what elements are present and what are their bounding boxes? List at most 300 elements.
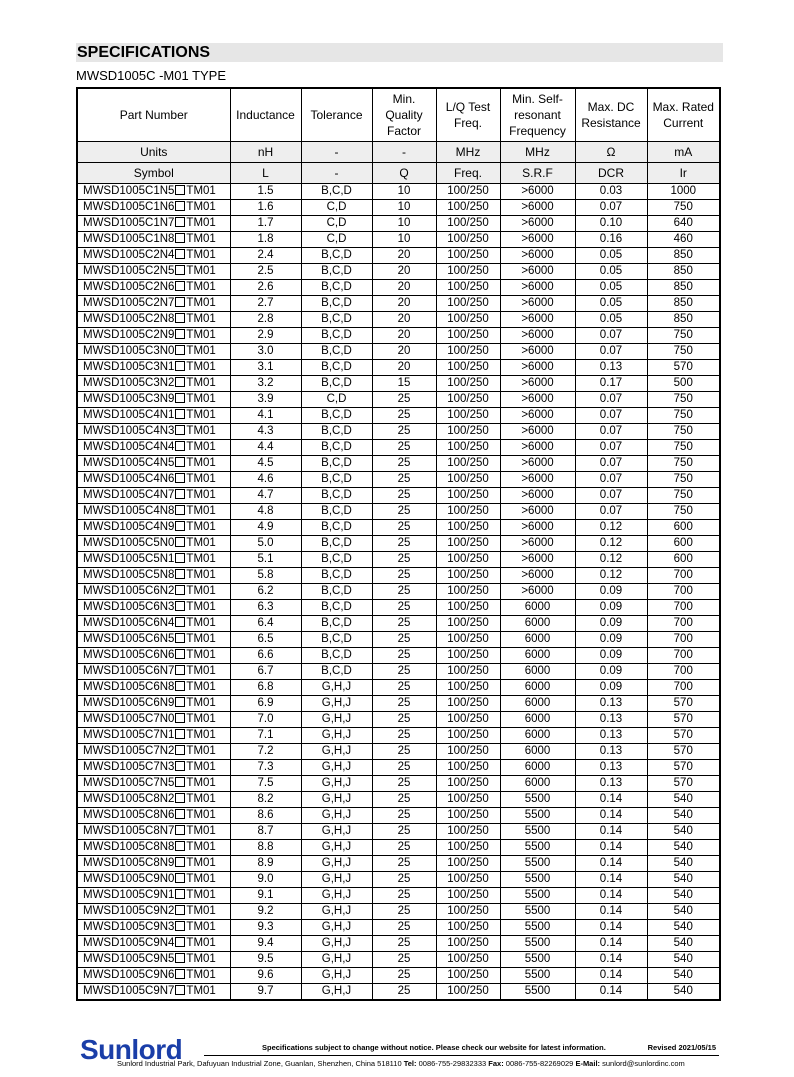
part-number-cell — [77, 824, 230, 840]
section-title: SPECIFICATIONS — [77, 44, 211, 61]
q-cell: 25 — [372, 488, 436, 504]
part-number-cell — [77, 552, 230, 568]
tolerance-cell: B,C,D — [301, 488, 372, 504]
table-row — [77, 232, 720, 248]
current-cell: 540 — [647, 888, 720, 904]
part-prefix: MWSD1005C — [83, 425, 154, 437]
q-cell: 20 — [372, 360, 436, 376]
column-header-row — [77, 88, 720, 142]
test-freq-cell: 100/250 — [436, 936, 500, 952]
srf-cell: >6000 — [500, 312, 575, 328]
inductance-cell: 4.5 — [230, 456, 301, 472]
srf-cell: >6000 — [500, 536, 575, 552]
part-number-cell — [77, 840, 230, 856]
table-row — [77, 968, 720, 984]
current-cell: 850 — [647, 248, 720, 264]
part-suffix: TM01 — [186, 377, 216, 389]
part-code: 6N6 — [153, 649, 175, 661]
table-row — [77, 744, 720, 760]
test-freq-cell: 100/250 — [436, 488, 500, 504]
part-code: 8N2 — [153, 793, 175, 805]
packaging-box-icon — [175, 585, 185, 595]
tolerance-cell: G,H,J — [301, 728, 372, 744]
q-cell: 25 — [372, 680, 436, 696]
dcr-cell: 0.16 — [575, 232, 647, 248]
part-code: 2N5 — [153, 265, 175, 277]
test-freq-cell: 100/250 — [436, 456, 500, 472]
table-row — [77, 280, 720, 296]
packaging-box-icon — [175, 377, 185, 387]
dcr-cell: 0.13 — [575, 760, 647, 776]
part-code: 6N4 — [153, 617, 175, 629]
part-code: 3N1 — [153, 361, 175, 373]
tolerance-cell: C,D — [301, 392, 372, 408]
current-cell: 850 — [647, 312, 720, 328]
inductance-cell: 6.7 — [230, 664, 301, 680]
part-suffix: TM01 — [186, 857, 216, 869]
inductance-cell: 6.9 — [230, 696, 301, 712]
srf-cell: 6000 — [500, 744, 575, 760]
part-suffix: TM01 — [186, 697, 216, 709]
test-freq-cell: 100/250 — [436, 344, 500, 360]
dcr-cell: 0.09 — [575, 680, 647, 696]
tolerance-cell: G,H,J — [301, 936, 372, 952]
srf-cell: >6000 — [500, 552, 575, 568]
srf-cell: >6000 — [500, 328, 575, 344]
part-code: 1N6 — [153, 201, 175, 213]
q-cell: 25 — [372, 840, 436, 856]
srf-cell: 5500 — [500, 888, 575, 904]
dcr-cell: 0.07 — [575, 392, 647, 408]
srf-cell: >6000 — [500, 488, 575, 504]
q-cell: 25 — [372, 952, 436, 968]
tolerance-cell: B,C,D — [301, 600, 372, 616]
inductance-cell: 5.1 — [230, 552, 301, 568]
tolerance-cell: B,C,D — [301, 520, 372, 536]
packaging-box-icon — [175, 265, 185, 275]
tolerance-cell: B,C,D — [301, 296, 372, 312]
current-cell: 570 — [647, 712, 720, 728]
part-prefix: MWSD1005C — [83, 297, 154, 309]
units-row — [77, 142, 720, 163]
part-code: 4N5 — [153, 457, 175, 469]
current-cell: 850 — [647, 264, 720, 280]
inductance-cell: 4.3 — [230, 424, 301, 440]
dcr-cell: 0.07 — [575, 200, 647, 216]
srf-cell: >6000 — [500, 248, 575, 264]
table-row — [77, 792, 720, 808]
current-cell: 540 — [647, 984, 720, 1001]
current-cell: 700 — [647, 616, 720, 632]
current-cell: 700 — [647, 568, 720, 584]
part-prefix: MWSD1005C — [83, 889, 154, 901]
part-code: 1N8 — [153, 233, 175, 245]
q-cell: 25 — [372, 600, 436, 616]
packaging-box-icon — [175, 649, 185, 659]
inductance-cell: 6.6 — [230, 648, 301, 664]
part-prefix: MWSD1005C — [83, 857, 154, 869]
units-cell: - — [301, 142, 372, 163]
part-number-cell — [77, 984, 230, 1001]
part-code: 4N4 — [153, 441, 175, 453]
symbol-cell: Q — [372, 163, 436, 184]
table-row — [77, 840, 720, 856]
packaging-box-icon — [175, 473, 185, 483]
part-prefix: MWSD1005C — [83, 281, 154, 293]
srf-cell: 6000 — [500, 712, 575, 728]
col-header: L/Q Test Freq. — [436, 88, 500, 142]
part-number-cell — [77, 312, 230, 328]
packaging-box-icon — [175, 249, 185, 259]
part-number-cell — [77, 328, 230, 344]
dcr-cell: 0.09 — [575, 616, 647, 632]
packaging-box-icon — [175, 633, 185, 643]
part-prefix: MWSD1005C — [83, 569, 154, 581]
table-row — [77, 856, 720, 872]
tolerance-cell: G,H,J — [301, 696, 372, 712]
inductance-cell: 6.8 — [230, 680, 301, 696]
test-freq-cell: 100/250 — [436, 568, 500, 584]
tolerance-cell: B,C,D — [301, 536, 372, 552]
part-code: 8N7 — [153, 825, 175, 837]
part-code: 1N7 — [153, 217, 175, 229]
srf-cell: >6000 — [500, 296, 575, 312]
part-code: 3N0 — [153, 345, 175, 357]
part-suffix: TM01 — [186, 825, 216, 837]
part-prefix: MWSD1005C — [83, 537, 154, 549]
inductance-cell: 5.8 — [230, 568, 301, 584]
part-number-cell — [77, 968, 230, 984]
test-freq-cell: 100/250 — [436, 792, 500, 808]
current-cell: 750 — [647, 408, 720, 424]
part-code: 1N5 — [153, 185, 175, 197]
test-freq-cell: 100/250 — [436, 504, 500, 520]
part-number-cell — [77, 296, 230, 312]
units-cell: - — [372, 142, 436, 163]
part-prefix: MWSD1005C — [83, 665, 154, 677]
inductance-cell: 2.8 — [230, 312, 301, 328]
packaging-box-icon — [175, 809, 185, 819]
dcr-cell: 0.07 — [575, 344, 647, 360]
symbol-cell: - — [301, 163, 372, 184]
current-cell: 600 — [647, 536, 720, 552]
part-suffix: TM01 — [186, 809, 216, 821]
q-cell: 25 — [372, 920, 436, 936]
packaging-box-icon — [175, 937, 185, 947]
inductance-cell: 9.0 — [230, 872, 301, 888]
table-row — [77, 440, 720, 456]
tolerance-cell: B,C,D — [301, 408, 372, 424]
test-freq-cell: 100/250 — [436, 760, 500, 776]
q-cell: 25 — [372, 968, 436, 984]
q-cell: 25 — [372, 408, 436, 424]
footer-notice: Specifications subject to change without notice. Please check our website for latest information. — [262, 1043, 606, 1052]
inductance-cell: 2.6 — [230, 280, 301, 296]
inductance-cell: 4.7 — [230, 488, 301, 504]
specifications-table — [76, 87, 721, 1001]
part-number-cell — [77, 872, 230, 888]
part-prefix: MWSD1005C — [83, 329, 154, 341]
part-code: 4N3 — [153, 425, 175, 437]
tolerance-cell: G,H,J — [301, 760, 372, 776]
current-cell: 700 — [647, 680, 720, 696]
part-number-cell — [77, 744, 230, 760]
packaging-box-icon — [175, 505, 185, 515]
part-number-cell — [77, 664, 230, 680]
dcr-cell: 0.14 — [575, 840, 647, 856]
tolerance-cell: B,C,D — [301, 376, 372, 392]
srf-cell: 5500 — [500, 936, 575, 952]
dcr-cell: 0.14 — [575, 968, 647, 984]
part-suffix: TM01 — [186, 457, 216, 469]
current-cell: 570 — [647, 744, 720, 760]
srf-cell: >6000 — [500, 344, 575, 360]
part-code: 8N6 — [153, 809, 175, 821]
table-row — [77, 184, 720, 200]
part-suffix: TM01 — [186, 569, 216, 581]
tolerance-cell: B,C,D — [301, 472, 372, 488]
srf-cell: 5500 — [500, 840, 575, 856]
symbol-cell: Ir — [647, 163, 720, 184]
part-suffix: TM01 — [186, 681, 216, 693]
dcr-cell: 0.09 — [575, 632, 647, 648]
part-code: 8N9 — [153, 857, 175, 869]
part-number-cell — [77, 232, 230, 248]
inductance-cell: 6.4 — [230, 616, 301, 632]
table-row — [77, 344, 720, 360]
part-code: 7N3 — [153, 761, 175, 773]
srf-cell: 5500 — [500, 952, 575, 968]
dcr-cell: 0.13 — [575, 776, 647, 792]
part-number-cell — [77, 776, 230, 792]
tel-label: Tel: — [403, 1059, 417, 1068]
tolerance-cell: G,H,J — [301, 680, 372, 696]
current-cell: 600 — [647, 552, 720, 568]
srf-cell: >6000 — [500, 472, 575, 488]
test-freq-cell: 100/250 — [436, 920, 500, 936]
dcr-cell: 0.07 — [575, 424, 647, 440]
part-number-cell — [77, 216, 230, 232]
part-suffix: TM01 — [186, 217, 216, 229]
part-code: 2N9 — [153, 329, 175, 341]
current-cell: 850 — [647, 296, 720, 312]
current-cell: 460 — [647, 232, 720, 248]
table-row — [77, 632, 720, 648]
packaging-box-icon — [175, 793, 185, 803]
part-code: 9N0 — [153, 873, 175, 885]
table-row — [77, 296, 720, 312]
part-suffix: TM01 — [186, 297, 216, 309]
dcr-cell: 0.12 — [575, 536, 647, 552]
part-prefix: MWSD1005C — [83, 633, 154, 645]
inductance-cell: 3.1 — [230, 360, 301, 376]
fax-number: 0086-755-82269029 — [505, 1059, 574, 1068]
tolerance-cell: B,C,D — [301, 648, 372, 664]
table-row — [77, 360, 720, 376]
dcr-cell: 0.07 — [575, 328, 647, 344]
part-number-cell — [77, 792, 230, 808]
part-number-cell — [77, 456, 230, 472]
inductance-cell: 6.2 — [230, 584, 301, 600]
part-number-cell — [77, 680, 230, 696]
col-header: Min. Quality Factor — [372, 88, 436, 142]
part-prefix: MWSD1005C — [83, 601, 154, 613]
dcr-cell: 0.07 — [575, 408, 647, 424]
q-cell: 25 — [372, 392, 436, 408]
part-prefix: MWSD1005C — [83, 761, 154, 773]
part-code: 2N8 — [153, 313, 175, 325]
table-row — [77, 680, 720, 696]
inductance-cell: 9.1 — [230, 888, 301, 904]
q-cell: 25 — [372, 568, 436, 584]
part-prefix: MWSD1005C — [83, 937, 154, 949]
part-suffix: TM01 — [186, 249, 216, 261]
test-freq-cell: 100/250 — [436, 664, 500, 680]
inductance-cell: 9.4 — [230, 936, 301, 952]
tolerance-cell: G,H,J — [301, 712, 372, 728]
dcr-cell: 0.12 — [575, 568, 647, 584]
part-number-cell — [77, 472, 230, 488]
table-row — [77, 248, 720, 264]
current-cell: 750 — [647, 392, 720, 408]
tolerance-cell: G,H,J — [301, 952, 372, 968]
part-number-cell — [77, 952, 230, 968]
test-freq-cell: 100/250 — [436, 872, 500, 888]
dcr-cell: 0.14 — [575, 808, 647, 824]
part-suffix: TM01 — [186, 473, 216, 485]
table-row — [77, 648, 720, 664]
dcr-cell: 0.14 — [575, 872, 647, 888]
table-row — [77, 584, 720, 600]
part-code: 5N0 — [153, 537, 175, 549]
col-header: Max. Rated Current — [647, 88, 720, 142]
test-freq-cell: 100/250 — [436, 856, 500, 872]
tolerance-cell: G,H,J — [301, 776, 372, 792]
part-prefix: MWSD1005C — [83, 521, 154, 533]
part-number-cell — [77, 632, 230, 648]
srf-cell: >6000 — [500, 232, 575, 248]
part-prefix: MWSD1005C — [83, 393, 154, 405]
current-cell: 600 — [647, 520, 720, 536]
part-number-cell — [77, 392, 230, 408]
dcr-cell: 0.07 — [575, 440, 647, 456]
current-cell: 540 — [647, 824, 720, 840]
part-number-cell — [77, 504, 230, 520]
q-cell: 25 — [372, 808, 436, 824]
packaging-box-icon — [175, 825, 185, 835]
part-suffix: TM01 — [186, 489, 216, 501]
inductance-cell: 8.2 — [230, 792, 301, 808]
part-code: 4N6 — [153, 473, 175, 485]
tolerance-cell: B,C,D — [301, 616, 372, 632]
symbol-cell: S.R.F — [500, 163, 575, 184]
part-prefix: MWSD1005C — [83, 777, 154, 789]
test-freq-cell: 100/250 — [436, 536, 500, 552]
part-code: 7N1 — [153, 729, 175, 741]
q-cell: 10 — [372, 184, 436, 200]
q-cell: 25 — [372, 632, 436, 648]
part-code: 2N7 — [153, 297, 175, 309]
test-freq-cell: 100/250 — [436, 632, 500, 648]
part-suffix: TM01 — [186, 649, 216, 661]
tolerance-cell: B,C,D — [301, 360, 372, 376]
part-suffix: TM01 — [186, 185, 216, 197]
srf-cell: >6000 — [500, 568, 575, 584]
part-code: 6N8 — [153, 681, 175, 693]
test-freq-cell: 100/250 — [436, 600, 500, 616]
q-cell: 25 — [372, 824, 436, 840]
col-header: Inductance — [230, 88, 301, 142]
dcr-cell: 0.14 — [575, 792, 647, 808]
part-suffix: TM01 — [186, 617, 216, 629]
q-cell: 25 — [372, 664, 436, 680]
table-row — [77, 872, 720, 888]
test-freq-cell: 100/250 — [436, 888, 500, 904]
inductance-cell: 9.6 — [230, 968, 301, 984]
test-freq-cell: 100/250 — [436, 280, 500, 296]
test-freq-cell: 100/250 — [436, 440, 500, 456]
tolerance-cell: B,C,D — [301, 552, 372, 568]
q-cell: 25 — [372, 472, 436, 488]
packaging-box-icon — [175, 905, 185, 915]
q-cell: 10 — [372, 216, 436, 232]
packaging-box-icon — [175, 601, 185, 611]
inductance-cell: 2.5 — [230, 264, 301, 280]
packaging-box-icon — [175, 681, 185, 691]
inductance-cell: 9.7 — [230, 984, 301, 1001]
current-cell: 540 — [647, 840, 720, 856]
packaging-box-icon — [175, 345, 185, 355]
packaging-box-icon — [175, 729, 185, 739]
table-row — [77, 600, 720, 616]
part-suffix: TM01 — [186, 265, 216, 277]
table-row — [77, 952, 720, 968]
part-suffix: TM01 — [186, 585, 216, 597]
part-prefix: MWSD1005C — [83, 729, 154, 741]
packaging-box-icon — [175, 361, 185, 371]
part-code: 4N1 — [153, 409, 175, 421]
dcr-cell: 0.05 — [575, 280, 647, 296]
part-number-cell — [77, 536, 230, 552]
packaging-box-icon — [175, 953, 185, 963]
units-cell: mA — [647, 142, 720, 163]
dcr-cell: 0.13 — [575, 712, 647, 728]
part-suffix: TM01 — [186, 729, 216, 741]
test-freq-cell: 100/250 — [436, 680, 500, 696]
part-prefix: MWSD1005C — [83, 793, 154, 805]
part-code: 4N8 — [153, 505, 175, 517]
srf-cell: 5500 — [500, 920, 575, 936]
test-freq-cell: 100/250 — [436, 952, 500, 968]
dcr-cell: 0.17 — [575, 376, 647, 392]
packaging-box-icon — [175, 409, 185, 419]
inductance-cell: 9.5 — [230, 952, 301, 968]
dcr-cell: 0.07 — [575, 456, 647, 472]
part-code: 6N9 — [153, 697, 175, 709]
tolerance-cell: B,C,D — [301, 440, 372, 456]
part-prefix: MWSD1005C — [83, 505, 154, 517]
packaging-box-icon — [175, 489, 185, 499]
part-number-cell — [77, 888, 230, 904]
tolerance-cell: B,C,D — [301, 664, 372, 680]
inductance-cell: 4.9 — [230, 520, 301, 536]
srf-cell: >6000 — [500, 200, 575, 216]
dcr-cell: 0.14 — [575, 824, 647, 840]
test-freq-cell: 100/250 — [436, 696, 500, 712]
test-freq-cell: 100/250 — [436, 776, 500, 792]
part-prefix: MWSD1005C — [83, 377, 154, 389]
symbol-cell: DCR — [575, 163, 647, 184]
